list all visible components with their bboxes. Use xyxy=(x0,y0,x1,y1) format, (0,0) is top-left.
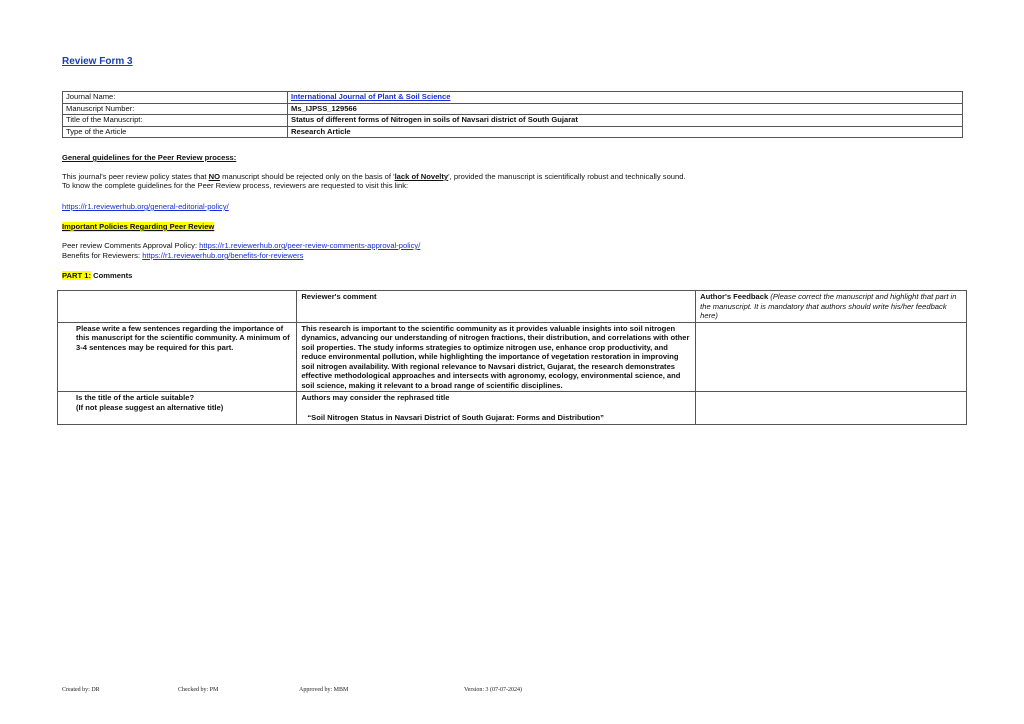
importance-comment: This research is important to the scientific community as it provides valuable insights into soil nitrogen dynamics, advancing our understanding of nitrogen fractions, their distribution, and correlations with other soil properties. The study informs strategies to optimize nitrogen use, enhance crop productivity, and reduce environmental pollution, while highlighting the importance of vegetation restoration in improving soil nitrogen availability. With regional relevance to Navsari district, Gujarat, the research demonstrates effective methodological approaches and intersects with agronomy, ecology, environmental science, and soil science, making it relevant to a broad range of scientific disciplines. xyxy=(297,322,696,392)
header-author-feedback xyxy=(696,291,967,323)
benefits-label: Benefits for Reviewers: xyxy=(62,251,143,260)
manuscript-number: Ms_IJPSS_129566 xyxy=(288,103,963,115)
p1-part-a: This journal's peer review policy states that xyxy=(62,172,209,181)
header-reviewer-comment: Reviewer's comment xyxy=(297,291,696,323)
no-emphasis: NO xyxy=(208,172,221,181)
approval-label: Peer review Comments Approval Policy: xyxy=(62,241,200,250)
manuscript-title: Status of different forms of Nitrogen in soils of Navsari district of South Gujarat xyxy=(288,115,963,127)
importance-question: Please write a few sentences regarding the importance of this manuscript for the scientific community. A minimum of 3-4 sentences may be required for this part. xyxy=(58,322,297,392)
footer-created-by: Created by: DR xyxy=(62,687,100,693)
author-feedback-label: Author's Feedback xyxy=(700,292,769,301)
policies-heading: Important Policies Regarding Peer Review xyxy=(62,222,215,231)
comments-row-title xyxy=(58,392,967,425)
type-label: Type of the Article xyxy=(63,126,288,138)
part1-title: Comments xyxy=(90,271,133,280)
approval-policy-line xyxy=(62,241,420,251)
title-label: Title of the Manuscript: xyxy=(63,115,288,127)
title-question-line-2: (If not please suggest an alternative title) xyxy=(76,402,224,412)
comments-table xyxy=(57,290,967,425)
journal-label: Journal Name: xyxy=(63,92,288,104)
header-empty-cell xyxy=(58,291,297,323)
title-comment xyxy=(297,392,696,425)
benefits-line xyxy=(62,251,303,261)
info-row-manuscript xyxy=(63,103,963,115)
title-question xyxy=(58,392,297,425)
part1-heading xyxy=(62,271,132,281)
form-title: Review Form 3 xyxy=(62,56,133,67)
article-type: Research Article xyxy=(288,126,963,138)
footer-checked-by: Checked by: PM xyxy=(178,687,219,693)
title-question-line-1: Is the title of the article suitable? xyxy=(76,393,195,402)
benefits-link[interactable]: https://r1.reviewerhub.org/benefits-for-reviewers xyxy=(142,251,304,260)
manuscript-label: Manuscript Number: xyxy=(63,103,288,115)
footer-approved-by: Approved by: MBM xyxy=(299,687,349,693)
part1-label: PART 1: xyxy=(62,271,91,280)
journal-link[interactable]: International Journal of Plant & Soil Science xyxy=(291,92,451,101)
title-comment-line-1: Authors may consider the rephrased title xyxy=(301,393,450,402)
info-row-type xyxy=(63,126,963,138)
p1-part-c: ', provided the manuscript is scientifically robust and technically sound. xyxy=(448,172,686,181)
approval-policy-link[interactable]: https://r1.reviewerhub.org/peer-review-comments-approval-policy/ xyxy=(199,241,421,250)
info-row-journal xyxy=(63,92,963,104)
suggested-title: “Soil Nitrogen Status in Navsari District of South Gujarat: Forms and Distribution” xyxy=(307,412,604,422)
guidelines-paragraph-2: To know the complete guidelines for the Peer Review process, reviewers are requested to visit this link: xyxy=(62,181,409,190)
importance-author-feedback[interactable] xyxy=(696,322,967,392)
novelty-emphasis: lack of Novelty xyxy=(394,172,449,181)
comments-row-importance xyxy=(58,322,967,392)
p1-part-b: manuscript should be rejected only on the basis of ' xyxy=(220,172,395,181)
manuscript-info-table xyxy=(62,91,963,138)
comments-header-row xyxy=(58,291,967,323)
title-author-feedback[interactable] xyxy=(696,392,967,425)
author-feedback-instruction: (Please correct the manuscript and highlight that part in the manuscript. It is mandatory that authors should write his/her feedback here) xyxy=(700,292,957,320)
guidelines-heading: General guidelines for the Peer Review process: xyxy=(62,153,237,162)
info-row-title xyxy=(63,115,963,127)
editorial-policy-link[interactable]: https://r1.reviewerhub.org/general-editorial-policy/ xyxy=(62,202,229,211)
footer-version: Version: 3 (07-07-2024) xyxy=(464,687,522,693)
